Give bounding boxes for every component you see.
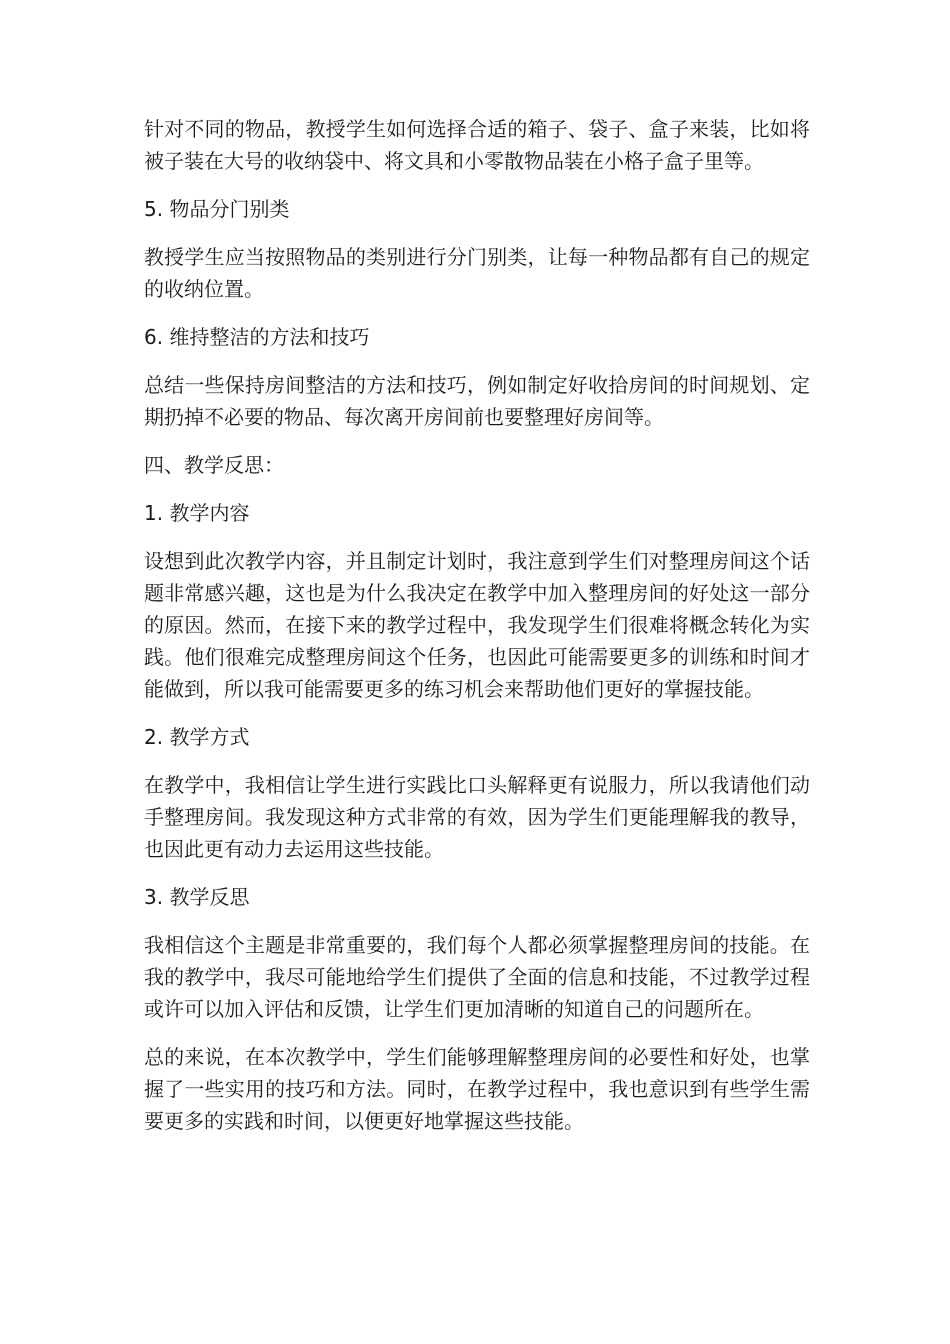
paragraph-teaching-reflection: 我相信这个主题是非常重要的，我们每个人都必须掌握整理房间的技能。在我的教学中，我尽可能地给学生们提供了全面的信息和技能，不过教学过程或许可以加入评估和反馈，让学生们更加清晰的知道自己的问题所在。 [144,933,810,1021]
paragraph-summary: 总的来说，在本次教学中，学生们能够理解整理房间的必要性和好处，也掌握了一些实用的技巧和方法。同时，在教学过程中，我也意识到有些学生需要更多的实践和时间，以便更好地掌握这些技能。 [144,1045,810,1133]
paragraph-keep-tidy: 总结一些保持房间整洁的方法和技巧，例如制定好收拾房间的时间规划、定期扔掉不必要的物品、每次离开房间前也要整理好房间等。 [144,373,810,429]
paragraph-teaching-content: 设想到此次教学内容，并且制定计划时，我注意到学生们对整理房间这个话题非常感兴趣，这也是为什么我决定在教学中加入整理房间的好处这一部分的原因。然而，在接下来的教学过程中，我发现学生们很难将概念转化为实践。他们很难完成整理房间这个任务，也因此可能需要更多的训练和时间才能做到，所以我可能需要更多的练习机会来帮助他们更好的掌握技能。 [144,549,810,701]
heading-teaching-method: 2. 教学方式 [144,725,250,749]
paragraph-containers: 针对不同的物品，教授学生如何选择合适的箱子、袋子、盒子来装，比如将被子装在大号的收纳袋中、将文具和小零散物品装在小格子盒子里等。 [144,117,810,173]
document-page [144,113,810,1153]
paragraph-teaching-method: 在教学中，我相信让学生进行实践比口头解释更有说服力，所以我请他们动手整理房间。我发现这种方式非常的有效，因为学生们更能理解我的教导，也因此更有动力去运用这些技能。 [144,773,810,861]
heading-teaching-reflection: 3. 教学反思 [144,885,250,909]
section-heading-reflection: 四、教学反思： [144,453,284,477]
heading-teaching-content: 1. 教学内容 [144,501,250,525]
paragraph-sorting: 教授学生应当按照物品的类别进行分门别类，让每一种物品都有自己的规定的收纳位置。 [144,245,810,301]
heading-sorting: 5. 物品分门别类 [144,197,290,221]
heading-keep-tidy: 6. 维持整洁的方法和技巧 [144,325,370,349]
